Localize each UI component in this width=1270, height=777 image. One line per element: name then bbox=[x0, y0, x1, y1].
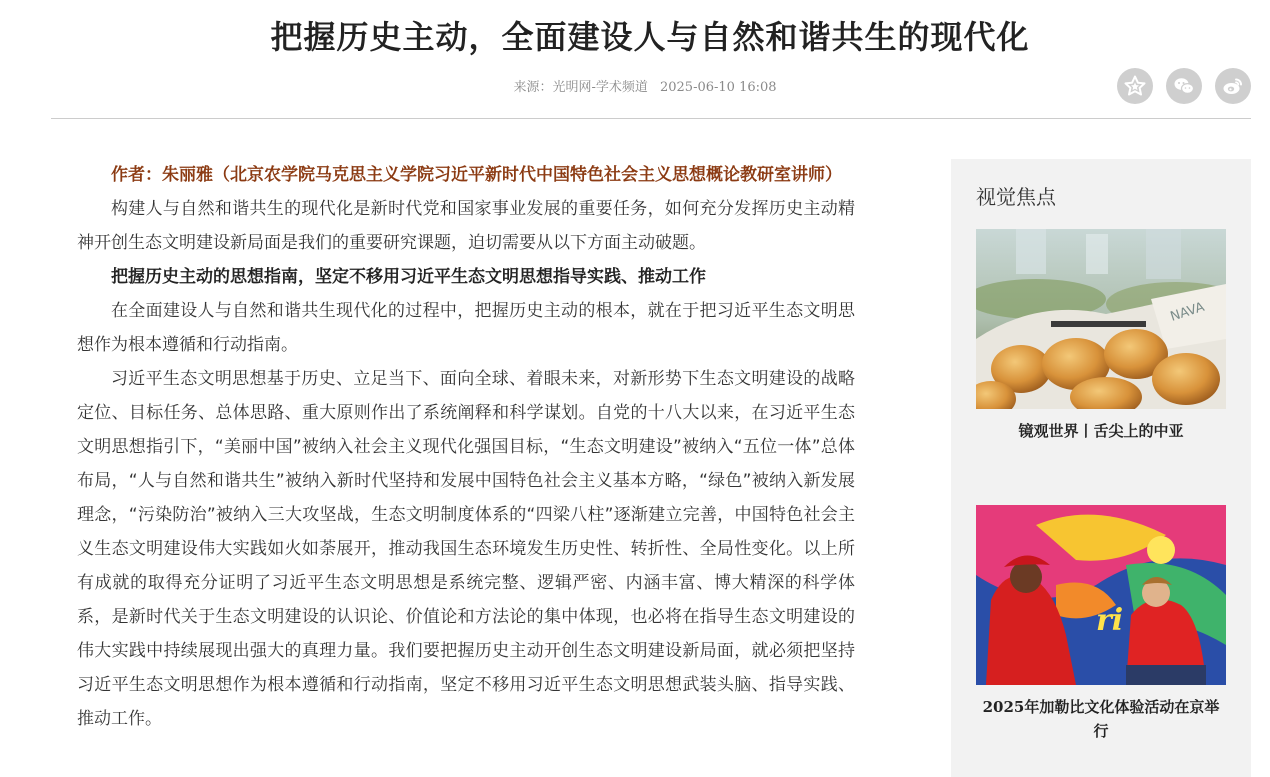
caribbean-festival-photo[interactable] bbox=[976, 505, 1226, 685]
article-subheading: 把握历史主动的思想指南，坚定不移用习近平生态文明思想指导实践、推动工作 bbox=[111, 267, 706, 287]
article-body bbox=[77, 158, 855, 736]
favorite-star-icon bbox=[1123, 74, 1147, 98]
article-meta bbox=[0, 76, 1270, 95]
article-title: 把握历史主动，全面建设人与自然和谐共生的现代化 bbox=[270, 18, 1030, 56]
favorite-button[interactable] bbox=[1117, 68, 1153, 104]
focus-card[interactable] bbox=[976, 505, 1226, 743]
svg-text:ri: ri bbox=[1096, 603, 1124, 638]
bread-basket-photo[interactable] bbox=[976, 229, 1226, 409]
sidebar-heading: 视觉焦点 bbox=[976, 185, 1056, 209]
article-date: 2025-06-10 16:08 bbox=[659, 80, 777, 95]
visual-focus-sidebar bbox=[951, 159, 1251, 777]
focus-card-caption[interactable]: 2025年加勒比文化体验活动在京举行 bbox=[982, 698, 1220, 740]
photo-sign-text: NAVA bbox=[1168, 299, 1207, 325]
weibo-share-button[interactable] bbox=[1215, 68, 1251, 104]
focus-card-caption[interactable]: 镜观世界丨舌尖上的中亚 bbox=[1018, 422, 1184, 440]
focus-card[interactable] bbox=[976, 229, 1226, 443]
wechat-share-button[interactable] bbox=[1166, 68, 1202, 104]
article-paragraph: 在全面建设人与自然和谐共生现代化的过程中，把握历史主动的根本，就在于把习近平生态文明思想作为根本遵循和行动指南。 bbox=[77, 301, 855, 355]
article-paragraph: 构建人与自然和谐共生的现代化是新时代党和国家事业发展的重要任务，如何充分发挥历史主动精神开创生态文明建设新局面是我们的重要研究课题，迫切需要从以下方面主动破题。 bbox=[77, 199, 855, 253]
weibo-icon bbox=[1221, 74, 1245, 98]
article-paragraph: 习近平生态文明思想基于历史、立足当下、面向全球、着眼未来，对新形势下生态文明建设的战略定位、目标任务、总体思路、重大原则作出了系统阐释和科学谋划。自党的十八大以来，在习近平生态文明思想指引下，“美丽中国”被纳入社会主义现代化强国目标，“生态文明建设”被纳入“五位一体”总体布局，“人与自然和谐共生”被纳入新时代坚持和发展中国特色社会主义基本方略，“绿色”被纳入新发展理念，“污染防治”被纳入三大攻坚战，生态文明制度体系的“四梁八柱”逐渐建立完善，中国特色社会主义生态文明建设伟大实践如火如荼展开，推动我国生态环境发生历史性、转折性、全局性变化。以上所有成就的取得充分证明了习近平生态文明思想是系统完整、逻辑严密、内涵丰富、博大精深的科学体系，是新时代关于生态文明建设的认识论、价值论和方法论的集中体现，也必将在指导生态文明建设的伟大实践中持续展现出强大的真理力量。我们要把握历史主动开创生态文明建设新局面，就必须把坚持习近平生态文明思想作为根本遵循和行动指南，坚定不移用习近平生态文明思想武装头脑、指导实践、推动工作。 bbox=[77, 369, 855, 729]
header-divider bbox=[51, 118, 1251, 119]
article-author: 作者：朱丽雅（北京农学院马克思主义学院习近平新时代中国特色社会主义思想概论教研室讲师） bbox=[111, 165, 842, 185]
wechat-icon bbox=[1172, 74, 1196, 98]
share-bar bbox=[1117, 68, 1251, 104]
article-source: 来源：光明网-学术频道 bbox=[513, 80, 648, 95]
